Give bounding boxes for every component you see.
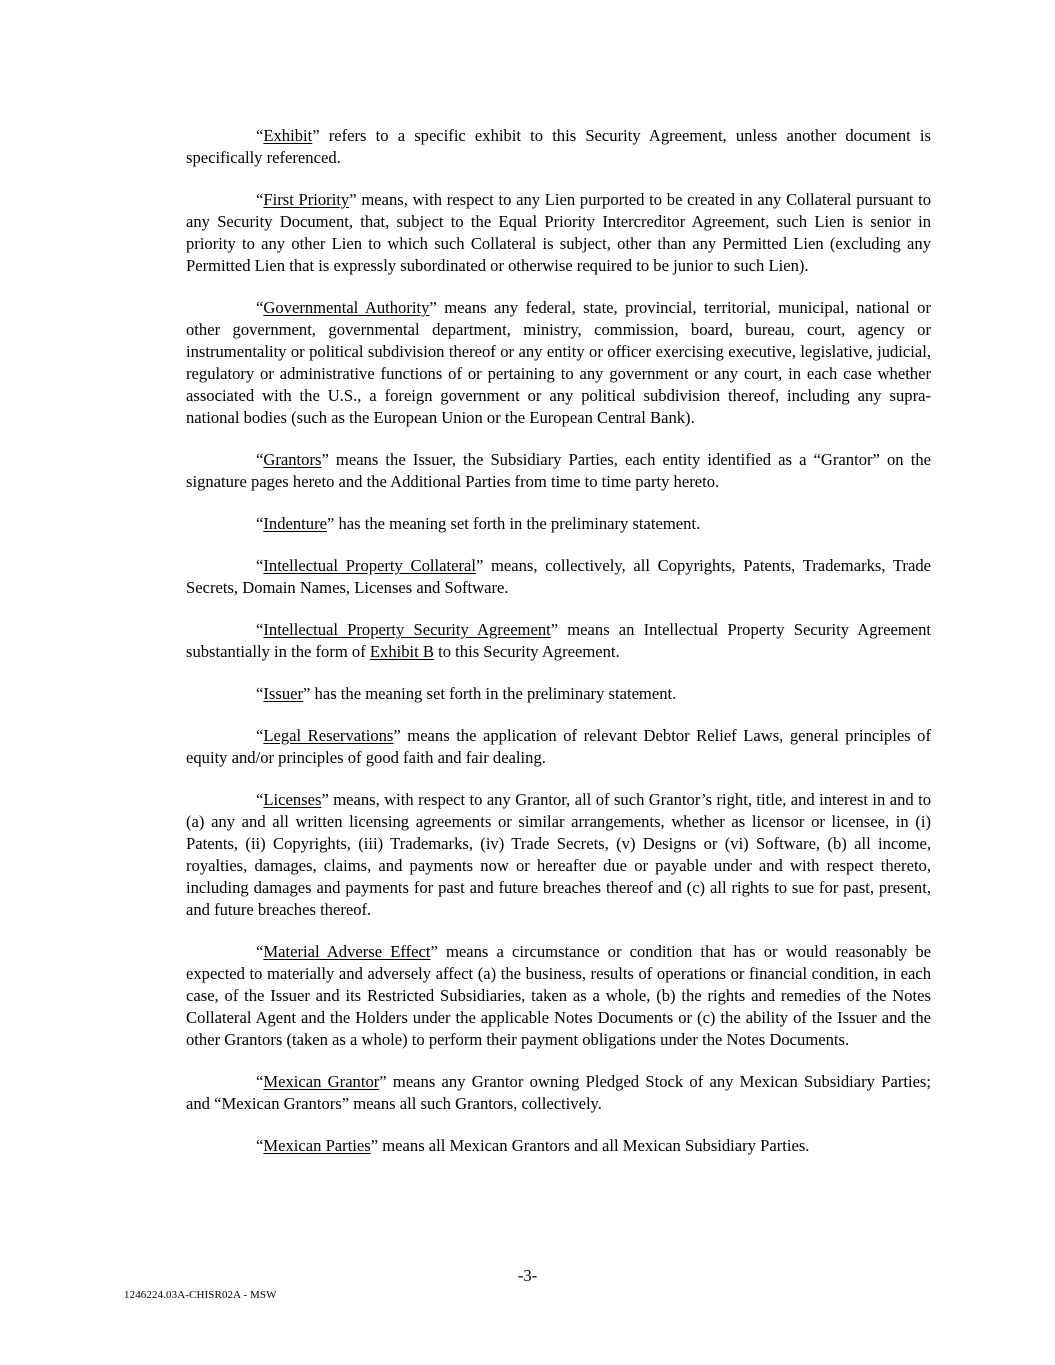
definition-text: ” means, with respect to any Grantor, all of such Grantor’s right, title, and interest in and to (a) any and all written licensing agreements or similar arrangements, whether as licensor or licensee, in (i) Patents, (ii) Copyrights, (iii) Trademarks, (iv) Trade Secrets, (v) Designs or (vi) Software, (b) all income, royalties, damages, claims, and payments now or hereafter due or payable under and with respect thereto, including damages and payments for past and future breaches thereof and (c) all rights to sue for past, present, and future breaches thereof. [186, 790, 931, 919]
open-quote: “ [256, 684, 264, 703]
page-number: -3- [517, 1266, 538, 1285]
definition-licenses [186, 789, 931, 921]
definition-legal-reservations [186, 725, 931, 769]
open-quote: “ [256, 1136, 264, 1155]
defined-term: Governmental Authority [263, 298, 430, 317]
defined-term: Licenses [263, 790, 322, 809]
definition-text: ” means the Issuer, the Subsidiary Parties, each entity identified as a “Grantor” on the signature pages hereto and the Additional Parties from time to time party hereto. [186, 450, 931, 491]
open-quote: “ [256, 514, 264, 533]
defined-term: Intellectual Property Collateral [263, 556, 476, 575]
definition-text: ” means any Grantor owning Pledged Stock of any Mexican Subsidiary Parties; and “Mexican Grantors” means all such Grantors, collectively. [186, 1072, 931, 1113]
definition-text: ” means, with respect to any Lien purported to be created in any Collateral pursuant to any Security Document, that, subject to the Equal Priority Intercreditor Agreement, such Lien is senior in priority to any other Lien to which such Collateral is subject, other than any Permitted Lien (excluding any Permitted Lien that is expressly subordinated or otherwise required to be junior to such Lien). [186, 190, 931, 275]
defined-term: Issuer [263, 684, 304, 703]
open-quote: “ [256, 1072, 264, 1091]
definition-text: ” refers to a specific exhibit to this Security Agreement, unless another document is specifically referenced. [186, 126, 931, 167]
exhibit-reference: Exhibit B [369, 642, 434, 661]
definition-intellectual-property-security-agreement [186, 619, 931, 663]
definition-text: ” means the application of relevant Debtor Relief Laws, general principles of equity and/or principles of good faith and fair dealing. [186, 726, 931, 767]
open-quote: “ [256, 942, 264, 961]
definition-text: ” means, collectively, all Copyrights, Patents, Trademarks, Trade Secrets, Domain Names, Licenses and Software. [186, 556, 931, 597]
definition-text: ” means an Intellectual Property Security Agreement substantially in the form of [186, 620, 931, 661]
definition-material-adverse-effect [186, 941, 931, 1051]
definition-grantors [186, 449, 931, 493]
definition-text: to this Security Agreement. [433, 642, 620, 661]
open-quote: “ [256, 790, 264, 809]
definition-first-priority [186, 189, 931, 277]
definition-text: ” means any federal, state, provincial, territorial, municipal, national or other government, governmental department, ministry, commission, board, bureau, court, agency or instrumentality or political subdivision thereof or any entity or officer exercising executive, legislative, judicial, regulatory or administrative functions of or pertaining to any government or any court, in each case whether associated with the U.S., a foreign government or any political subdivision thereof, including any supra-national bodies (such as the European Union or the European Central Bank). [186, 298, 931, 427]
defined-term: Mexican Grantor [263, 1072, 380, 1091]
open-quote: “ [256, 620, 264, 639]
document-body [186, 125, 931, 1177]
open-quote: “ [256, 126, 264, 145]
definition-text: ” has the meaning set forth in the preliminary statement. [326, 514, 701, 533]
definition-mexican-parties [186, 1135, 931, 1157]
definition-governmental-authority [186, 297, 931, 429]
definition-text: ” means all Mexican Grantors and all Mexican Subsidiary Parties. [370, 1136, 810, 1155]
defined-term: Mexican Parties [263, 1136, 371, 1155]
open-quote: “ [256, 298, 264, 317]
defined-term: Indenture [263, 514, 327, 533]
definition-exhibit [186, 125, 931, 169]
definition-text: ” has the meaning set forth in the preliminary statement. [303, 684, 677, 703]
definition-intellectual-property-collateral [186, 555, 931, 599]
definition-mexican-grantor [186, 1071, 931, 1115]
defined-term: First Priority [263, 190, 350, 209]
defined-term: Grantors [263, 450, 322, 469]
definition-issuer [186, 683, 931, 705]
open-quote: “ [256, 190, 264, 209]
defined-term: Exhibit [263, 126, 313, 145]
defined-term: Material Adverse Effect [263, 942, 431, 961]
open-quote: “ [256, 556, 264, 575]
definition-indenture [186, 513, 931, 535]
open-quote: “ [256, 726, 264, 745]
open-quote: “ [256, 450, 264, 469]
defined-term: Legal Reservations [263, 726, 394, 745]
document-id: 1246224.03A-CHISR02A - MSW [124, 1289, 277, 1301]
definition-text: ” means a circumstance or condition that has or would reasonably be expected to materially and adversely affect (a) the business, results of operations or financial condition, in each case, of the Issuer and its Restricted Subsidiaries, taken as a whole, (b) the rights and remedies of the Notes Collateral Agent and the Holders under the applicable Notes Documents or (c) the ability of the Issuer and the other Grantors (taken as a whole) to perform their payment obligations under the Notes Documents. [186, 942, 931, 1049]
defined-term: Intellectual Property Security Agreement [263, 620, 551, 639]
